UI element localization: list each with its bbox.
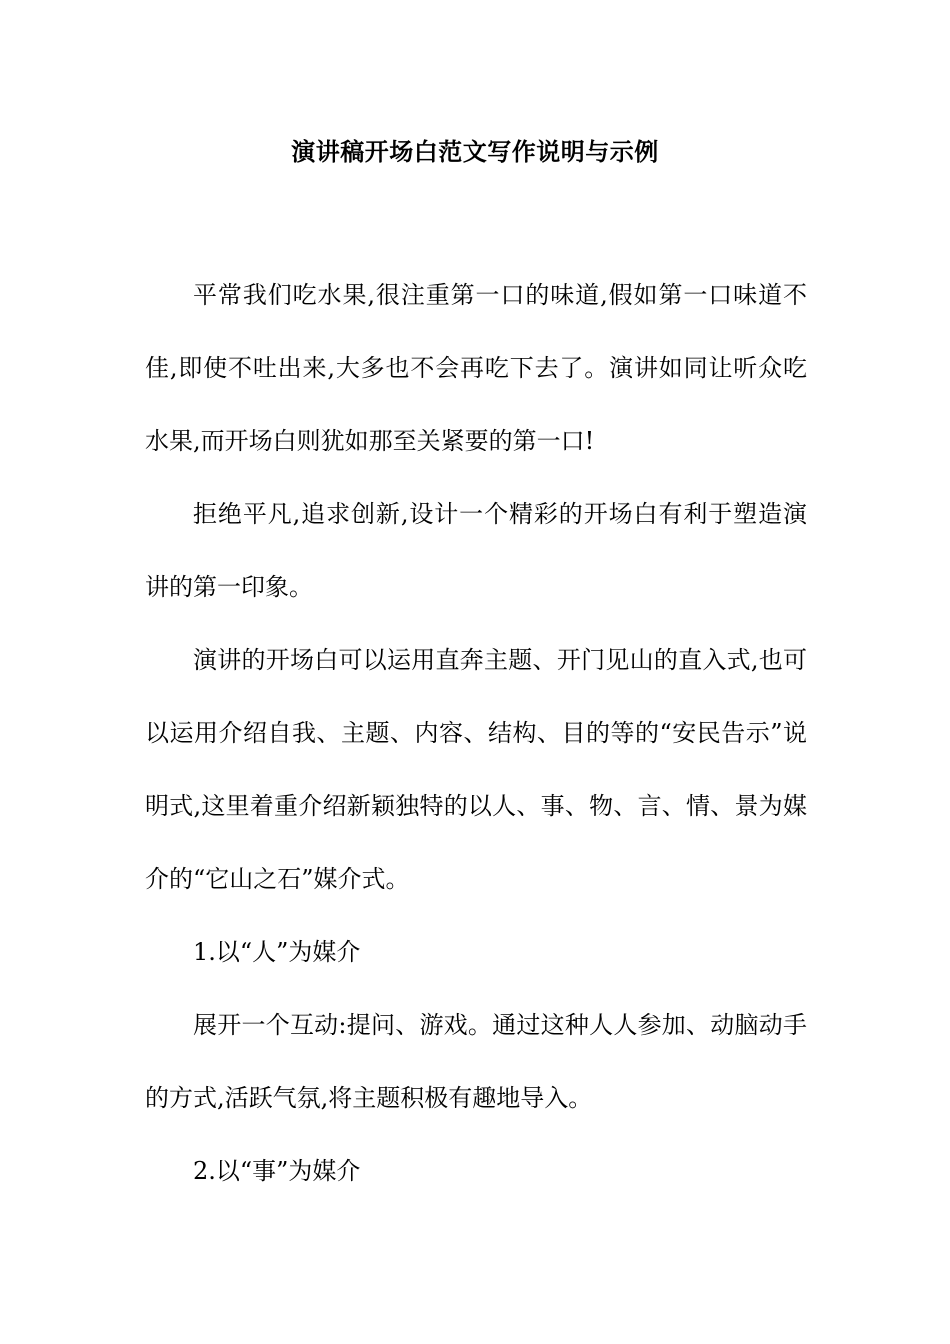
section-heading-people: 1.以“人”为媒介: [193, 938, 361, 966]
document-body: [145, 259, 807, 1208]
paragraph-first-impression: 拒绝平凡,追求创新,设计一个精彩的开场白有利于塑造演讲的第一印象。: [145, 500, 807, 601]
section-heading-events: 2.以“事”为媒介: [193, 1157, 361, 1185]
document-title: 演讲稿开场白范文写作说明与示例: [291, 137, 659, 166]
paragraph-interaction: 展开一个互动:提问、游戏。通过这种人人参加、动脑动手的方式,活跃气氛,将主题积极有趣地导入。: [145, 1011, 807, 1112]
paragraph-opening-methods: 演讲的开场白可以运用直奔主题、开门见山的直入式,也可以运用介绍自我、主题、内容、结构、目的等的“安民告示”说明式,这里着重介绍新颖独特的以人、事、物、言、情、景为媒介的“它山之石”媒介式。: [145, 646, 807, 893]
paragraph-intro: 平常我们吃水果,很注重第一口的味道,假如第一口味道不佳,即使不吐出来,大多也不会再吃下去了。演讲如同让听众吃水果,而开场白则犹如那至关紧要的第一口!: [145, 281, 807, 455]
